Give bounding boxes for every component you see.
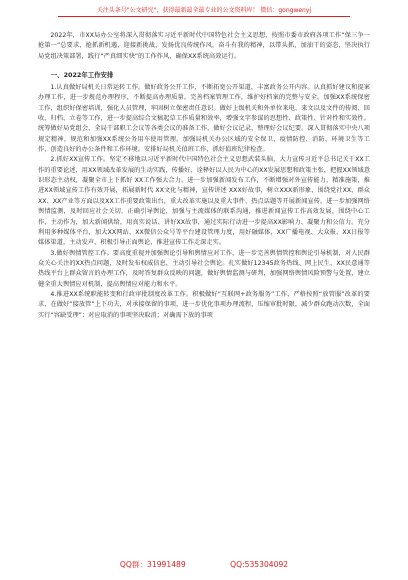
promo-banner-text: 关注头条号"公文研究"，获得最新最全最专业的公文资料库！ 微信：gongwenyj [96, 7, 312, 14]
promo-banner [38, 6, 370, 17]
qq-text: QQ:535304092 [230, 560, 289, 569]
paragraph-3: 3.做好舆情管控工作。要高度重视并加强舆论引导和舆情应对工作，进一步完善舆情管控和舆论引导机制，对人民群众关心关注的XX热点问题，及时发布权威信息，主动引导社会舆论。扎实做好12345政务热线、网上民生、XX民意通等热线平台上群众留言的办理工作，及时答复群众反映的问题，做好舆情监测与研判，加强网络舆情风险预警与处置，建立健全重大舆情应对机制，提高舆情应对能力和水平。 [38, 249, 370, 288]
paragraph-2: 2.抓好XX宣传工作。坚定不移地以习近平新时代中国特色社会主义思想武装头脑，大力宣传习近平总书记关于XX工作的重要论述，用XX领域改革发展的生动实践，传播好、诠释好以人民为中心的XX发展思想和政策主张，把握XX领域意识形态主动权，凝聚全市上下抓好 XX工作强大合力。进一步加强新闻发布工作，不断增强对外宣传能力，精准施策，推进XX领域宣传工作有效开展，拓展新时代 XX文化与精神，宣传讲述 XXX好故事，树立XXX新形象，围绕党社XX、群众XX、XX产业等方面以及XX工作重要政策出台，重大改革实施以及重大事件、热点话题等开展新闻宣传。进一步加强网络舆情监测，及时回应社会关切，正确引导舆论，加强与主流媒体的联系沟通，推进新闻宣传工作高效发展，围绕中心工作，主动作为，加大新闻供给，用真实说话、讲好XX故事，通过实际行动进一步提高XX影响力、凝聚力和公信力。充分利用多种媒体平台，加大XX网站、XX微信公众号等平台建设管理力度，用好融媒体，XX广播电视、大众报、XX日报等媒体渠道，主动发声，积极引导正面舆论，推进宣传工作走深走实。 [38, 156, 370, 247]
paragraph-4: 4.推进XX系统职能转变和行政审批制度改革工作。积极做好“互联网+政务服务”工作，严格按照“放管服”改革的要求，在做好“接放管”上下功夫，对承接保留的事项，进一步优化事项办理流程，压缩审批时限，减少群众跑动次数，全面实行“容缺受理”；对应取消的事项坚决取消；对确需下放的事项 [38, 290, 370, 319]
qq-group-text: QQ群：31991489 [119, 560, 186, 569]
intro-paragraph: 2022年，市XX局办公室将深入贯彻落实习近平新时代中国特色社会主义思想，按照市委市政府各项工作“保三争一抢第一”总要求，抢抓新机遇，迎接新挑战，发扬优良传统作风，奋斗有我的精神，以带头抓，加油干的姿态，坚决执行局党组决策部署，践行“严真细实快”的工作作风，确保XX系统高效运行。 [38, 32, 370, 60]
banner-underline [58, 16, 350, 17]
contact-footer [0, 559, 408, 570]
section-heading: 一、2022年工作安排 [50, 71, 114, 80]
paragraph-1: 1.认真做好局机关日常运转工作。做好政务公开工作，不断拓宽公开渠道，丰富政务公开内容。认真抓好建议和提案办理工作，进一步规范办理程序，不断提高办理质量。完善档案管理工作，维护好档案的完整与安全。加强XX系统保密工作，组织好保密培训，强化人员管理，牢固树立保密责任意识。做好上级机关和外单位来电、来文以及文件的传阅、回收、归档、立卷等工作，进一步提高综合文稿起草工作质量和效率，增强文字参谋的思想性、政策性、针对性和实效性。统筹做好局党组会、全局干部职工会议等各类会议的准备工作，做好会议记录、整理好会议纪要。深入贯彻落实中央八项规定精神，规范和加强XX系统公务用车使用管理。加强局机关办公区域的安全保卫、疫情防控、消防、环境卫生等工作，创造良好的办公条件和工作环境。安排好局机关值班工作，抓好值班纪律检查。 [38, 84, 370, 154]
